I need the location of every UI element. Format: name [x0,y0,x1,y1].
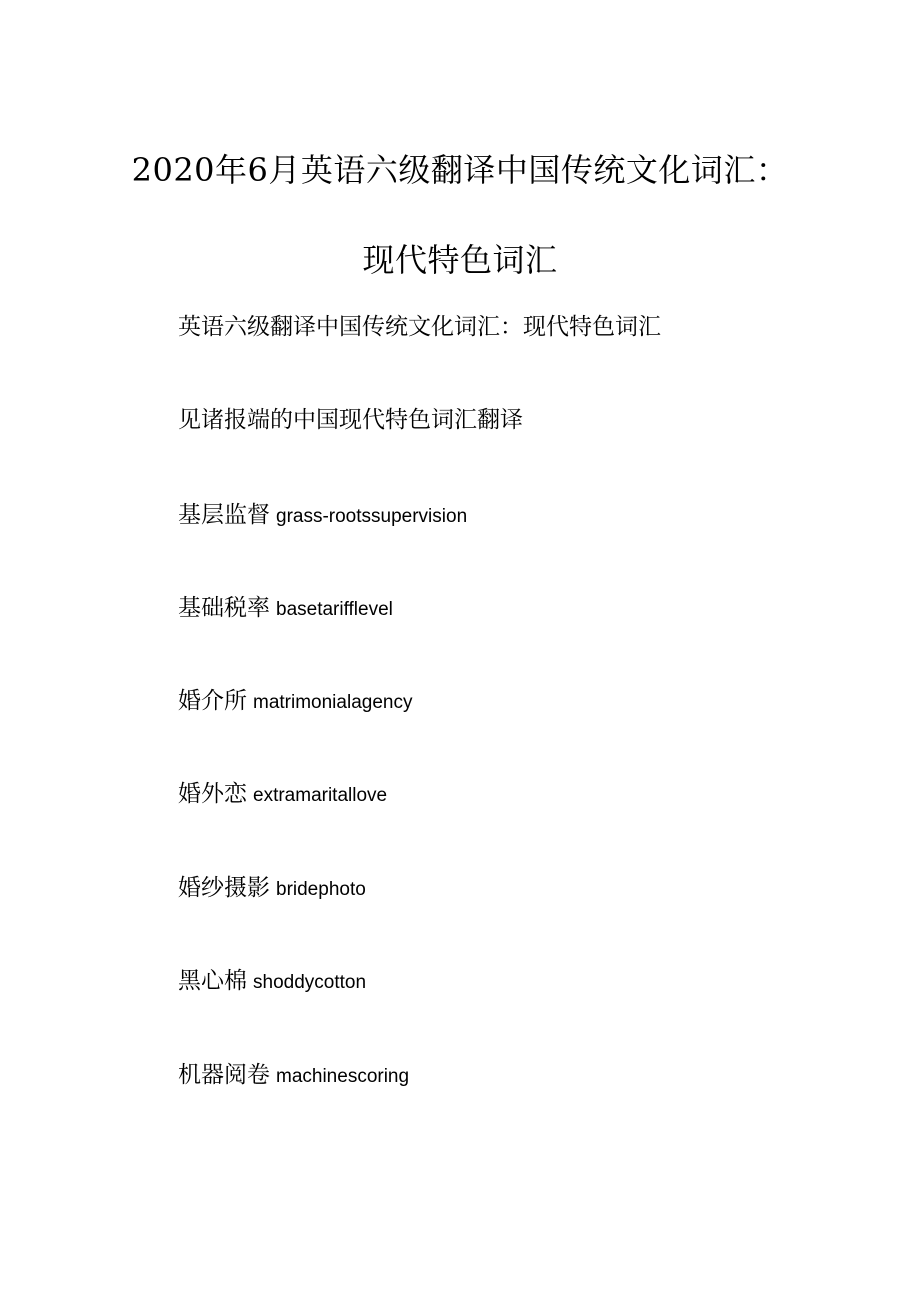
term-english: machinescoring [276,1066,410,1087]
term-chinese: 机器阅卷 [178,1062,270,1088]
document-title-line-2: 现代特色词汇 [362,241,558,279]
term-chinese: 基层监督 [178,502,270,528]
intro-subheading: 见诸报端的中国现代特色词汇翻译 [178,407,523,433]
term-entry [178,593,393,626]
document-title-line-1: 2020年6月英语六级翻译中国传统文化词汇： [131,151,789,189]
term-english: shoddycotton [253,972,367,993]
term-entry [178,686,412,719]
term-chinese: 基础税率 [178,595,270,621]
term-english: extramaritallove [253,785,388,806]
term-english: bridephoto [276,879,366,900]
term-chinese: 婚纱摄影 [178,875,270,901]
term-english: grass-rootssupervision [276,506,468,527]
term-english: matrimonialagency [253,692,413,713]
term-chinese: 黑心棉 [178,968,247,994]
term-chinese: 婚介所 [178,688,247,714]
term-english: basetarifflevel [276,599,393,620]
term-entry [178,966,366,999]
term-chinese: 婚外恋 [178,781,247,807]
intro-heading: 英语六级翻译中国传统文化词汇：现代特色词汇 [178,314,661,340]
term-entry [178,500,467,533]
term-entry [178,779,387,812]
term-entry [178,873,366,906]
term-entry [178,1060,409,1093]
